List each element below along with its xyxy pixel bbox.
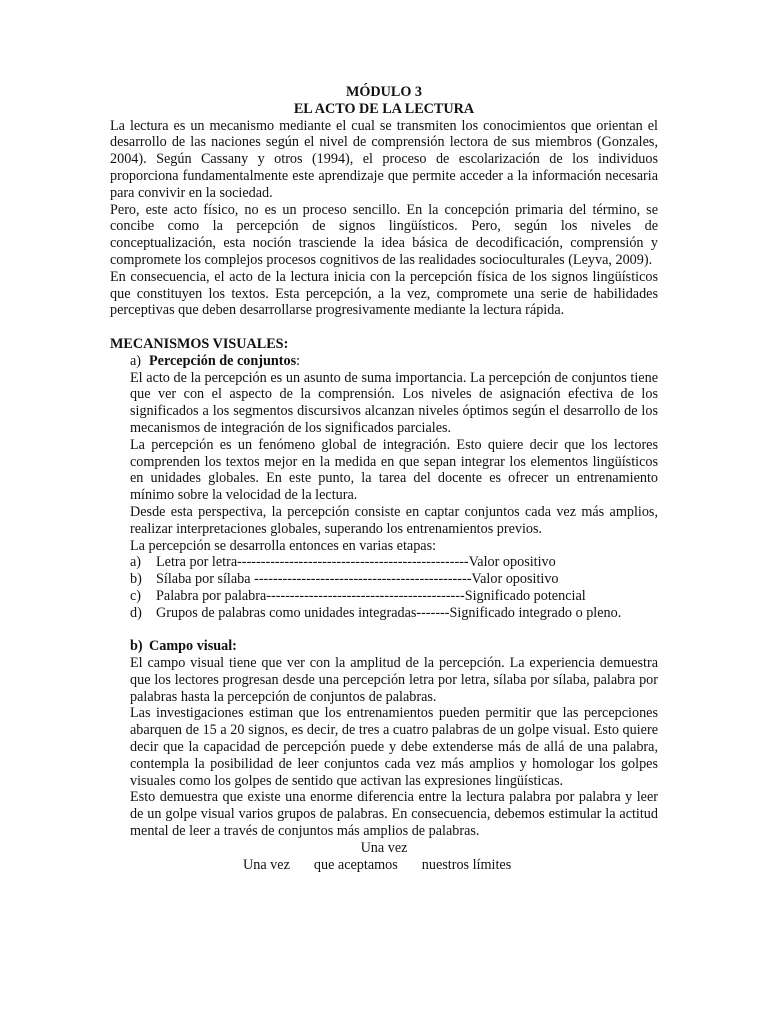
subsection-a-title: Percepción de conjuntos [149, 352, 297, 369]
stage-item [130, 571, 658, 588]
subsection-b-body [110, 655, 658, 840]
intro-paragraph-3: En consecuencia, el acto de la lectura inicia con la percepción física de los signos lingüísticos que constituyen los textos. Esta percepción, a la vez, compromete una serie de habilidades perceptivas que deben desarrollarse progresivamente mediante la lectura rápida. [110, 268, 658, 319]
stage-text: Palabra por palabra------------------------------------------Significado potencial [156, 587, 586, 604]
example-phrase-part: Una vez [243, 856, 290, 873]
subsection-a-body [110, 370, 658, 622]
subsection-a-heading [110, 353, 658, 370]
document-page [110, 84, 658, 873]
stage-letter: a) [130, 554, 142, 571]
example-phrase-part: que aceptamos [313, 856, 398, 873]
subsection-a-paragraph-4: La percepción se desarrolla entonces en varias etapas: [130, 537, 437, 554]
spacer [110, 622, 658, 639]
intro-paragraph-1: La lectura es un mecanismo mediante el cual se transmiten los conocimientos que orientan el desarrollo de las naciones según el nivel de comprensión lectora de sus miembros (Gonzales, 2004). Según Cassany y otros (1994), el proceso de escolarización de los individuos proporciona fundamentalmente este aprendizaje que permite acceder a la información necesaria para convivir en la sociedad. [110, 117, 658, 201]
subsection-b-paragraph-1: El campo visual tiene que ver con la amplitud de la percepción. La experiencia demuestra que los lectores progresan desde una percepción letra por letra, sílaba por sílaba, palabra por palabras hasta la percepción de conjuntos de palabras. [130, 655, 658, 705]
subsection-b-heading [110, 638, 658, 655]
stage-item [130, 605, 658, 622]
subsection-b-letter: b) [130, 638, 143, 655]
stage-letter: b) [130, 571, 142, 588]
stage-text: Letra por letra-------------------------------------------------Valor opositivo [156, 554, 556, 571]
subsection-b-paragraph-3: Esto demuestra que existe una enorme diferencia entre la lectura palabra por palabra y leer de un golpe visual varios grupos de palabras. En consecuencia, debemos estimular la actitud mental de leer a través de conjuntos más amplios de palabras. [130, 789, 658, 840]
intro-paragraph-2: Pero, este acto físico, no es un proceso sencillo. En la concepción primaria del término, se concibe como la percepción de signos lingüísticos. Pero, según los niveles de conceptualización, esta noción trasciende la idea básica de decodificación, comprensión y compromete los complejos procesos cognitivos de las realidades socioculturales (Leyva, 2009). [110, 201, 658, 268]
section-heading: MECANISMOS VISUALES: [110, 335, 289, 352]
subsection-a-colon: : [296, 352, 301, 369]
example-phrase-center: Una vez [360, 839, 408, 856]
stage-item [130, 588, 658, 605]
stage-text: Sílaba por sílaba ----------------------------------------------Valor opositivo [156, 571, 559, 588]
subsection-a-paragraph-1: El acto de la percepción es un asunto de suma importancia. La percepción de conjuntos tiene que ver con el aspecto de la comprensión. Los niveles de asignación efectiva de los significados a los segmentos discursivos alcanzan niveles óptimos según el desarrollo de los mecanismos de integración de los significados parciales. [130, 369, 658, 436]
example-phrase-row [110, 857, 658, 874]
subsection-b-paragraph-2: Las investigaciones estiman que los entrenamientos pueden permitir que las percepciones abarquen de 15 a 20 signos, es decir, de tres a cuatro palabras de un golpe visual. Esto quiere decir que la capacidad de percepción puede y debe extenderse más de allá de una palabra, contempla la posibilidad de leer conjuntos cada vez más amplios y homologar los golpes visuales como los golpes de sentido que activan las expresiones lingüísticas. [130, 705, 658, 789]
stage-text: Grupos de palabras como unidades integradas-------Significado integrado o pleno. [156, 604, 622, 621]
stage-letter: c) [130, 587, 142, 604]
document-title: EL ACTO DE LA LECTURA [293, 100, 475, 117]
stage-letter: d) [130, 604, 142, 621]
spacer [110, 319, 658, 336]
subsection-a-paragraph-3: Desde esta perspectiva, la percepción consiste en captar conjuntos cada vez más amplios, realizar interpretaciones globales, superando los entrenamientos previos. [130, 503, 658, 537]
example-phrase-part: nuestros límites [421, 856, 512, 873]
subsection-a-letter: a) [130, 352, 142, 369]
module-number: MÓDULO 3 [345, 84, 423, 100]
subsection-b-title: Campo visual: [149, 638, 237, 655]
subsection-a-paragraph-2: La percepción es un fenómeno global de integración. Esto quiere decir que los lectores comprenden los textos mejor en la medida en que sepan integrar los elementos lingüísticos en unidades globales. En este punto, la tarea del docente es ofrecer un entrenamiento mínimo sobre la velocidad de la lectura. [130, 436, 658, 504]
stage-item [130, 554, 658, 571]
